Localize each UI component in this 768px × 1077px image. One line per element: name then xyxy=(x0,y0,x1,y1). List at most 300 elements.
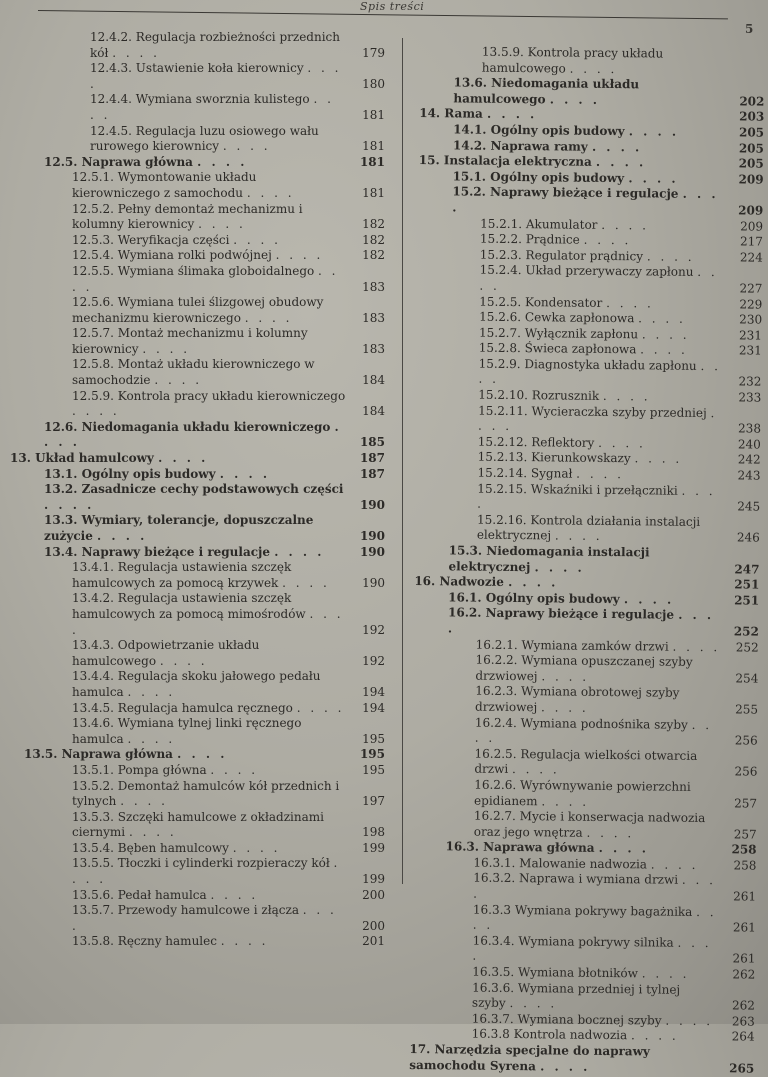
toc-entry-title: Montaż układu kierowniczego w samochodzie xyxy=(72,357,315,388)
toc-entry xyxy=(10,248,385,264)
toc-entry-title: Wymiana ślimaka globoidalnego xyxy=(113,263,319,278)
toc-entry xyxy=(10,170,385,201)
toc-entry-title: Zasadnicze cechy podstawowych części xyxy=(77,482,344,497)
toc-entry-title: Wycieraczka szyby przedniej xyxy=(527,403,711,420)
toc-entry-number: 16.2.2. xyxy=(475,652,518,668)
toc-entry-page: 209 xyxy=(738,203,764,218)
toc-entry xyxy=(10,638,385,669)
toc-entry-number: 12.4.5. xyxy=(90,123,132,138)
toc-entry-page: 194 xyxy=(362,684,385,699)
toc-entry-number: 13. xyxy=(10,451,31,466)
toc-leader-dots: . . . . xyxy=(275,248,324,263)
toc-leader-dots: . . . . xyxy=(72,903,337,933)
toc-entry-page: 247 xyxy=(734,561,760,577)
toc-entry-number: 15.3. xyxy=(448,543,483,558)
toc-leader-dots: . . . . xyxy=(641,966,690,981)
toc-entry-number: 16.2.5. xyxy=(474,746,517,761)
toc-entry xyxy=(10,701,385,717)
toc-entry-number: 16.3.7. xyxy=(471,1011,514,1026)
toc-entry xyxy=(10,934,385,950)
toc-entry-number: 13.6. xyxy=(453,75,488,90)
toc-entry-page: 192 xyxy=(362,622,385,637)
toc-leader-dots: . . . . xyxy=(512,762,560,777)
toc-entry-title: Regulacja rozbieżności przednich kół xyxy=(90,30,340,60)
toc-entry-title: Rama xyxy=(440,106,488,122)
toc-entry-title: Naprawa główna xyxy=(77,154,198,169)
toc-entry-number: 12.5.9. xyxy=(72,388,114,403)
toc-leader-dots: . . . . xyxy=(540,1058,591,1074)
toc-leader-dots: . . . . xyxy=(541,793,590,809)
toc-entry-number: 13.5.6. xyxy=(72,887,114,902)
toc-entry-title: Wymiana błotników xyxy=(514,965,642,981)
toc-entry-page: 182 xyxy=(362,248,385,263)
toc-entry-page: 179 xyxy=(362,45,385,60)
toc-leader-dots: . . . . xyxy=(672,639,721,654)
toc-leader-dots: . . . . xyxy=(72,263,339,294)
toc-entry xyxy=(411,870,756,905)
toc-leader-dots: . . . . xyxy=(210,887,259,902)
toc-leader-dots: . . . . xyxy=(595,155,647,170)
toc-entry-page: 183 xyxy=(362,341,385,356)
toc-entry-page: 183 xyxy=(362,310,385,325)
toc-leader-dots: . . . . xyxy=(601,217,650,232)
toc-entry-number: 16.2. xyxy=(447,605,482,621)
toc-leader-dots: . . . . xyxy=(473,873,717,901)
toc-entry xyxy=(10,420,385,451)
toc-leader-dots: . . . . xyxy=(198,217,246,232)
toc-entry-page: 197 xyxy=(362,794,385,809)
toc-entry-number: 13.1. xyxy=(44,466,78,481)
toc-entry-page: 195 xyxy=(362,762,385,777)
toc-entry xyxy=(10,513,385,544)
toc-entry-title: Ogólny opis budowy xyxy=(481,590,625,606)
toc-entry-title: Układ hamulcowy xyxy=(30,451,159,466)
toc-entry-number: 13.5.5. xyxy=(72,856,114,871)
toc-entry-number: 16.3.2. xyxy=(473,871,516,886)
toc-entry-page: 194 xyxy=(362,700,385,715)
toc-entry-number: 14.1. xyxy=(453,122,487,137)
toc-leader-dots: . . . . xyxy=(486,107,538,122)
toc-entry-number: 15.2. xyxy=(452,184,486,200)
toc-entry-page: 192 xyxy=(362,653,385,668)
toc-entry-page: 209 xyxy=(738,172,764,187)
toc-entry-page: 252 xyxy=(735,639,759,655)
toc-entry-number: 16.3.3 xyxy=(472,902,512,917)
toc-entry-number: 13.5.1. xyxy=(72,762,114,777)
toc-entry-page: 180 xyxy=(362,76,385,91)
toc-entry-title: Naprawa ramy xyxy=(486,138,593,154)
toc-entry-number: 12.4.2. xyxy=(90,30,132,44)
toc-entry-title: Ogólny opis budowy xyxy=(486,122,629,139)
toc-entry-page: 185 xyxy=(359,435,385,450)
toc-entry xyxy=(10,326,385,357)
toc-leader-dots: . . . . xyxy=(222,139,271,154)
toc-entry xyxy=(10,763,385,779)
toc-entry-number: 12.5.4. xyxy=(72,248,114,263)
toc-entry-number: 15.2.9. xyxy=(478,356,521,371)
toc-leader-dots: . . . . xyxy=(219,466,270,481)
toc-leader-dots: . . . . xyxy=(602,388,651,404)
toc-entry-page: 195 xyxy=(359,747,385,762)
toc-entry-page: 232 xyxy=(738,374,762,390)
toc-leader-dots: . . . . xyxy=(479,265,718,293)
toc-entry xyxy=(413,714,758,749)
toc-entry-title: Naprawa główna xyxy=(478,839,599,856)
toc-entry xyxy=(413,683,758,718)
toc-leader-dots: . . . . xyxy=(296,700,345,715)
toc-entry-number: 13.4.1. xyxy=(72,560,114,575)
toc-leader-dots: . . . . xyxy=(638,311,686,326)
toc-entry xyxy=(418,184,763,219)
toc-entry xyxy=(414,605,759,640)
toc-leader-dots: . . . . xyxy=(159,653,208,668)
toc-entry-title: Wymiana zamków drzwi xyxy=(517,637,673,654)
toc-entry-title: Pompa główna xyxy=(113,762,211,777)
toc-entry-page: 240 xyxy=(737,437,761,452)
toc-entry xyxy=(10,841,385,857)
toc-entry-title: Sygnał xyxy=(527,466,577,481)
toc-entry-title: Szczęki hamulcowe z okładzinami ciernymi xyxy=(72,809,324,840)
toc-entry-title: Wymiana pokrywy silnika xyxy=(514,933,678,950)
toc-leader-dots: . . . . xyxy=(665,1013,714,1028)
toc-entry-title: Naprawy bieżące i regulacje xyxy=(77,544,275,559)
toc-entry-page: 205 xyxy=(738,156,764,171)
toc-entry-number: 15.2.5. xyxy=(479,294,522,309)
toc-entry-title: Wymiary, tolerancje, dopuszczalne zużycie xyxy=(44,513,314,543)
toc-leader-dots: . . . . xyxy=(72,606,344,637)
toc-entry-number: 16.3.8 xyxy=(471,1027,510,1042)
toc-entry-number: 15.2.3. xyxy=(479,247,522,262)
toc-entry-page: 257 xyxy=(733,827,757,842)
toc-entry xyxy=(411,902,756,937)
toc-entry-title: Ogólny opis budowy xyxy=(77,466,220,481)
toc-leader-dots: . . . . xyxy=(72,404,120,419)
toc-entry-number: 16.3.4. xyxy=(472,933,515,948)
toc-entry-number: 15.1. xyxy=(452,169,487,184)
toc-entry-page: 202 xyxy=(739,94,765,109)
toc-entry-number: 13.5. xyxy=(24,747,58,762)
toc-entry xyxy=(10,779,385,810)
toc-leader-dots: . . . . xyxy=(623,591,675,607)
toc-entry-number: 15. xyxy=(418,153,440,168)
toc-entry-title: Mycie i konserwacja nadwozia oraz jego wnętrza xyxy=(473,809,706,840)
toc-entry xyxy=(415,512,760,547)
toc-entry-page: 183 xyxy=(362,279,385,294)
toc-entry-page: 265 xyxy=(729,1060,755,1076)
toc-entry-title: Wymiana tulei ślizgowej obudowy mechanizmu kierowniczego xyxy=(72,295,324,325)
toc-entry-title: Niedomagania układu kierowniczego xyxy=(77,419,335,434)
toc-entry-page: 231 xyxy=(738,343,762,358)
toc-entry-number: 13.4.5. xyxy=(72,700,114,715)
toc-leader-dots: . . . . xyxy=(447,608,715,636)
toc-leader-dots: . . . . xyxy=(97,529,148,543)
toc-entry-page: 209 xyxy=(740,218,764,234)
toc-entry-number: 12.5. xyxy=(44,154,78,169)
running-header: Spis treści xyxy=(360,0,425,13)
toc-entry-title: Kontrola nadwozia xyxy=(509,1027,632,1043)
toc-entry xyxy=(10,560,385,591)
toc-entry-page: 257 xyxy=(734,795,758,811)
toc-entry xyxy=(10,155,385,171)
toc-entry-title: Ręczny hamulec xyxy=(113,934,221,949)
toc-entry-page: 263 xyxy=(731,1014,755,1029)
toc-entry-title: Świeca zapłonowa xyxy=(520,341,641,357)
toc-entry-title: Naprawa główna xyxy=(57,747,178,762)
toc-entry-page: 181 xyxy=(362,185,385,200)
toc-leader-dots: . . . . xyxy=(628,170,679,186)
toc-leader-dots: . . . . xyxy=(630,1028,679,1044)
toc-entry-title: Niedomagania instalacji elektrycznej xyxy=(448,543,650,574)
toc-entry xyxy=(10,389,385,420)
toc-leader-dots: . . . . xyxy=(569,61,618,76)
toc-entry-title: Tłoczki i cylinderki rozpieraczy kół xyxy=(113,856,334,871)
toc-entry-number: 15.2.4. xyxy=(479,262,522,278)
toc-leader-dots: . . . . xyxy=(472,935,712,964)
toc-entry-number: 12.5.8. xyxy=(72,357,114,372)
toc-entry xyxy=(409,1042,754,1077)
toc-entry-page: 251 xyxy=(734,593,760,608)
toc-leader-dots: . . . . xyxy=(534,559,585,575)
toc-entry-number: 15.2.7. xyxy=(478,325,522,340)
toc-entry-number: 13.5.4. xyxy=(72,840,114,855)
toc-leader-dots: . . . . xyxy=(158,451,209,466)
toc-leader-dots: . . . . xyxy=(472,904,717,933)
toc-leader-dots: . . . . xyxy=(640,342,688,358)
toc-entry-number: 15.2.1. xyxy=(480,216,523,231)
toc-entry xyxy=(416,403,761,438)
toc-leader-dots: . . . . xyxy=(233,232,281,247)
toc-entry xyxy=(415,481,760,516)
toc-entry-page: 181 xyxy=(359,154,385,169)
toc-entry xyxy=(10,451,385,467)
toc-entry-number: 15.2.12. xyxy=(477,434,528,449)
toc-entry-number: 13.5.7. xyxy=(72,903,114,918)
toc-entry xyxy=(412,746,757,781)
toc-entry-page: 181 xyxy=(362,107,385,122)
toc-entry xyxy=(10,61,385,92)
toc-entry-number: 13.4.3. xyxy=(72,638,114,653)
toc-entry-number: 12.5.5. xyxy=(72,263,114,278)
toc-entry-number: 12.4.3. xyxy=(90,61,132,76)
toc-entry-title: Narzędzia specjalne do naprawy samochodu Syrena xyxy=(409,1042,651,1073)
toc-entry-title: Reflektory xyxy=(527,434,599,450)
toc-entry-title: Pedał hamulca xyxy=(113,887,211,902)
toc-leader-dots: . . . . xyxy=(598,435,646,451)
toc-leader-dots: . . . . xyxy=(197,154,248,169)
toc-entry xyxy=(10,467,385,483)
toc-entry-page: 256 xyxy=(734,733,758,748)
column-divider xyxy=(402,38,403,884)
toc-entry-page: 217 xyxy=(739,234,764,249)
toc-leader-dots: . . . . xyxy=(541,669,590,684)
toc-entry xyxy=(417,262,762,297)
toc-entry-number: 13.3. xyxy=(44,513,78,528)
toc-entry xyxy=(10,903,385,934)
toc-entry-title: Regulacja hamulca ręcznego xyxy=(113,700,297,715)
toc-entry-title: Instalacja elektryczna xyxy=(439,153,597,170)
toc-entry-title: Ustawienie koła kierownicy xyxy=(131,61,308,76)
toc-entry xyxy=(10,357,385,388)
toc-entry-title: Wymiana rolki podwójnej xyxy=(113,248,276,263)
toc-entry-number: 15.2.6. xyxy=(479,309,522,325)
toc-leader-dots: . . . . xyxy=(44,497,95,512)
toc-entry-title: Montaż mechanizmu i kolumny kierownicy xyxy=(72,326,308,356)
toc-entry-title: Naprawy bieżące i regulacje xyxy=(481,606,679,623)
toc-entry-title: Wymiana podnośnika szyby xyxy=(516,715,692,732)
toc-entry-title: Wymiana bocznej szyby xyxy=(513,1011,666,1028)
toc-entry-title: Wymontowanie układu kierowniczego z samochodu xyxy=(72,170,257,200)
toc-entry-page: 264 xyxy=(731,1029,755,1044)
toc-entry-title: Demontaż hamulców kół przednich i tylnych xyxy=(72,778,340,809)
toc-leader-dots: . . . . xyxy=(474,717,713,745)
toc-entry-page: 203 xyxy=(739,109,765,124)
toc-entry-number: 13.4.6. xyxy=(72,716,114,731)
toc-entry-number: 13.5.3. xyxy=(72,809,114,824)
toc-entry-number: 12.5.1. xyxy=(72,170,114,185)
toc-entry-title: Prądnice xyxy=(521,232,584,247)
toc-entry-number: 16.3. xyxy=(445,839,480,854)
toc-entry-number: 16.1. xyxy=(448,590,482,605)
toc-entry-page: 205 xyxy=(738,125,765,140)
toc-entry-number: 15.2.13. xyxy=(477,450,528,465)
toc-entry-page: 199 xyxy=(362,872,385,887)
toc-leader-dots: . . . . xyxy=(634,451,683,467)
toc-leader-dots: . . . . xyxy=(549,92,601,107)
toc-leader-dots: . . . . xyxy=(508,575,559,590)
toc-entry xyxy=(10,888,385,904)
toc-leader-dots: . . . . xyxy=(220,934,269,949)
toc-entry-title: Wymiana tylnej linki ręcznego hamulca xyxy=(72,716,302,746)
toc-entry-page: 230 xyxy=(739,312,763,327)
toc-entry-number: 16.2.4. xyxy=(474,715,517,730)
toc-entry-number: 16. xyxy=(414,574,436,589)
toc-entry xyxy=(10,30,385,61)
toc-entry-number: 13.4. xyxy=(44,544,78,559)
toc-entry xyxy=(420,44,765,79)
toc-entry-number: 16.2.3. xyxy=(475,683,518,699)
toc-entry-title: Cewka zapłonowa xyxy=(521,310,639,326)
toc-entry-title: Diagnostyka układu zapłonu xyxy=(520,356,701,373)
toc-entry-title: Bęben hamulcowy xyxy=(113,840,233,855)
toc-entry-title: Regulacja wielkości otwarcia drzwi xyxy=(474,746,698,777)
toc-entry-number: 13.2. xyxy=(44,482,78,497)
toc-leader-dots: . . . . xyxy=(127,731,176,746)
toc-entry-title: Kontrola pracy układu kierowniczego xyxy=(113,388,346,403)
toc-entry xyxy=(10,716,385,747)
toc-entry-title: Regulacja luzu osiowego wału rurowego kierownicy xyxy=(90,123,319,154)
toc-entry-title: Wymiana sworznia kulistego xyxy=(131,92,314,107)
toc-entry-page: 258 xyxy=(731,842,757,857)
toc-entry-page: 231 xyxy=(738,328,763,343)
toc-leader-dots: . . . . xyxy=(554,528,603,544)
toc-entry-page: 200 xyxy=(362,918,385,933)
toc-entry xyxy=(10,747,385,763)
toc-leader-dots: . . . . xyxy=(90,61,342,91)
toc-entry-title: Weryfikacja części xyxy=(113,232,234,247)
toc-entry-page: 258 xyxy=(733,858,757,873)
toc-leader-dots: . . . . xyxy=(478,358,722,387)
toc-entry-number: 12.5.2. xyxy=(72,201,114,216)
toc-entry-page: 182 xyxy=(362,232,385,247)
toc-entry-page: 261 xyxy=(732,951,756,966)
toc-entry-number: 13.5.2. xyxy=(72,778,114,793)
toc-entry xyxy=(419,75,764,110)
toc-entry-number: 15.2.2. xyxy=(479,231,523,247)
toc-entry-number: 16.2.6. xyxy=(474,777,517,792)
toc-entry xyxy=(410,933,755,968)
toc-entry xyxy=(10,264,385,295)
toc-entry-title: Malowanie nadwozia xyxy=(515,855,651,872)
toc-entry-title: Odpowietrzanie układu hamulcowego xyxy=(72,638,260,668)
toc-entry-number: 16.3.5. xyxy=(472,964,515,980)
toc-leader-dots: . . . . xyxy=(628,124,680,139)
toc-right-column xyxy=(409,44,765,1077)
toc-entry-title: Naprawa i wymiana drzwi xyxy=(515,871,683,888)
toc-entry-number: 16.3.1. xyxy=(473,855,516,870)
toc-entry-page: 227 xyxy=(739,281,763,296)
toc-entry-number: 14. xyxy=(419,106,441,121)
toc-entry-page: 201 xyxy=(362,934,385,949)
toc-entry-page: 181 xyxy=(362,139,385,154)
toc-leader-dots: . . . . xyxy=(72,856,341,887)
toc-entry xyxy=(10,810,385,841)
toc-entry-title: Przewody hamulcowe i złącza xyxy=(113,903,303,918)
toc-entry-page: 256 xyxy=(734,764,758,779)
toc-leader-dots: . . . . xyxy=(477,405,718,434)
toc-entry-title: Kontrola działania instalacji elektrycznej xyxy=(476,512,701,543)
toc-leader-dots: . . . . xyxy=(477,483,716,511)
toc-entry-title: Regulator prądnicy xyxy=(521,247,647,264)
toc-entry-number: 13.5.9. xyxy=(481,44,524,60)
toc-entry xyxy=(410,980,755,1015)
toc-entry-page: 190 xyxy=(362,575,385,590)
toc-entry-title: Kontrola pracy układu hamulcowego xyxy=(481,45,664,76)
toc-entry-page: 255 xyxy=(735,702,759,717)
toc-leader-dots: . . . . xyxy=(232,840,281,855)
toc-entry xyxy=(413,652,758,687)
toc-entry-page: 205 xyxy=(738,140,765,156)
toc-entry-title: Wyrównywanie powierzchni epidianem xyxy=(474,777,691,808)
toc-entry-title: Układ przerywaczy zapłonu xyxy=(521,263,698,280)
toc-entry-page: 190 xyxy=(359,544,385,559)
toc-entry-title: Wyłącznik zapłonu xyxy=(520,325,642,342)
toc-entry xyxy=(10,124,385,155)
toc-entry-page: 190 xyxy=(359,497,385,512)
toc-leader-dots: . . . . xyxy=(598,841,650,856)
toc-entry-number: 13.4.4. xyxy=(72,669,114,684)
toc-entry xyxy=(412,777,757,812)
toc-entry-title: Rozrusznik xyxy=(527,388,604,403)
toc-entry-title: Ogólny opis budowy xyxy=(485,169,629,185)
toc-entry-number: 12.5.6. xyxy=(72,295,114,310)
toc-leader-dots: . . . . xyxy=(90,92,334,122)
toc-entry-title: Pełny demontaż mechanizmu i kolumny kierownicy xyxy=(72,201,303,232)
toc-entry-number: 15.2.14. xyxy=(477,465,528,481)
toc-entry-title: Wymiana pokrywy bagażnika xyxy=(511,902,697,919)
toc-entry-title: Kierunkowskazy xyxy=(527,450,635,466)
toc-leader-dots: . . . . xyxy=(244,310,293,325)
toc-entry-title: Niedomagania układu hamulcowego xyxy=(453,75,640,107)
toc-entry-number: 16.2.7. xyxy=(473,808,516,824)
toc-entry-number: 13.4.2. xyxy=(72,591,114,606)
toc-leader-dots: . . . . xyxy=(127,684,176,699)
toc-entry-page: 245 xyxy=(737,499,761,514)
toc-leader-dots: . . . . xyxy=(650,857,699,872)
toc-leader-dots: . . . . xyxy=(44,419,342,450)
toc-leader-dots: . . . . xyxy=(120,794,168,809)
toc-entry xyxy=(10,295,385,326)
toc-entry xyxy=(10,591,385,638)
